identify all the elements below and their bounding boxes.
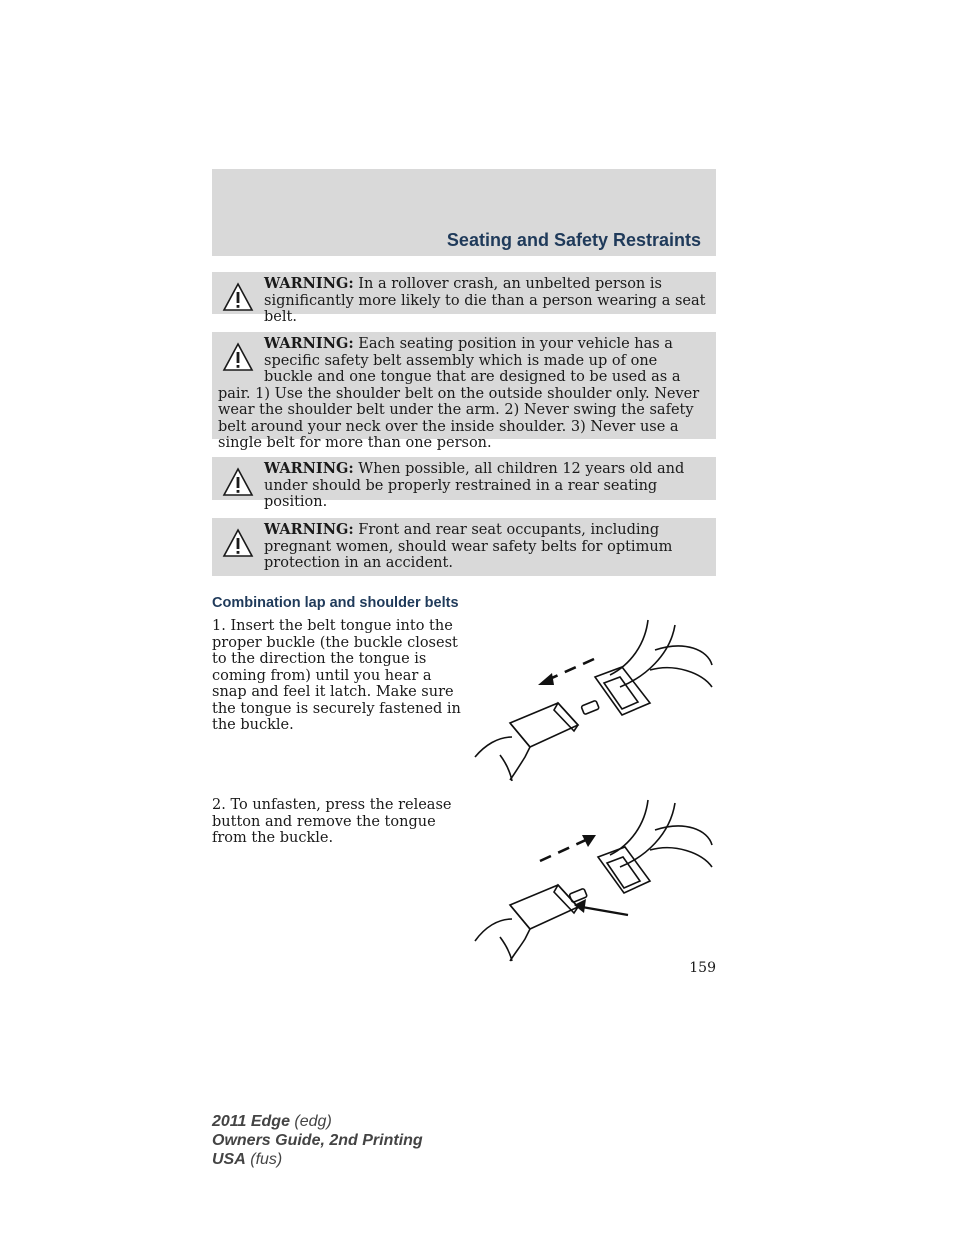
warning-box-occupants <box>212 518 716 576</box>
page-header <box>212 169 716 256</box>
warning-text: In a rollover crash, an unbelted person is significantly more likely to die than a person wearing a seat belt. <box>264 276 706 325</box>
page-number: 159 <box>689 960 716 976</box>
warning-text: When possible, all children 12 years old and under should be properly restrained in a rear seating position. <box>264 461 685 510</box>
warning-triangle-icon <box>222 342 254 372</box>
warning-text: Each seating position in your vehicle has a specific safety belt assembly which is made up of one buckle and one tongue that are designed to be used as a pair. 1) Use the shoulder belt on the outside shoulder only. Never wear the shoulder belt under the arm. 2) Never swing the safety belt around your neck over the inside shoulder. 3) Never use a single belt for more than one person. <box>218 336 700 451</box>
warning-box-belt-assembly <box>212 332 716 451</box>
page-title: Seating and Safety Restraints <box>446 230 701 250</box>
warning-label: WARNING: <box>264 460 354 477</box>
warning-label: WARNING: <box>264 521 354 538</box>
footer-market: USA <box>212 1151 246 1168</box>
warning-box-rollover <box>212 272 716 325</box>
warning-box-children <box>212 457 716 510</box>
step-unfasten: 2. To unfasten, press the release button and remove the tongue from the buckle. <box>212 797 452 846</box>
section-title: Combination lap and shoulder belts <box>212 595 459 611</box>
buckle-fasten-illustration <box>470 615 716 785</box>
warning-triangle-icon <box>222 282 254 312</box>
footer-line-2: Owners Guide, 2nd Printing <box>212 1132 423 1149</box>
warning-triangle-icon <box>222 528 254 558</box>
warning-triangle-icon <box>222 467 254 497</box>
document-footer <box>212 1112 423 1169</box>
warning-text: Front and rear seat occupants, including pregnant women, should wear safety belts for optimum protection in an accident. <box>264 522 673 571</box>
warning-label: WARNING: <box>264 335 354 352</box>
footer-market-code: (fus) <box>250 1151 283 1168</box>
footer-model: 2011 Edge <box>212 1113 290 1130</box>
footer-model-code: (edg) <box>294 1113 332 1130</box>
warning-label: WARNING: <box>264 275 354 292</box>
footer-line-1 <box>212 1112 423 1131</box>
buckle-release-illustration <box>470 795 716 965</box>
step-insert-tongue: 1. Insert the belt tongue into the proper buckle (the buckle closest to the direction the tongue is coming from) until you hear a snap and feel it latch. Make sure the tongue is securely fastened in the buckle. <box>212 618 461 733</box>
footer-line-3 <box>212 1150 423 1169</box>
